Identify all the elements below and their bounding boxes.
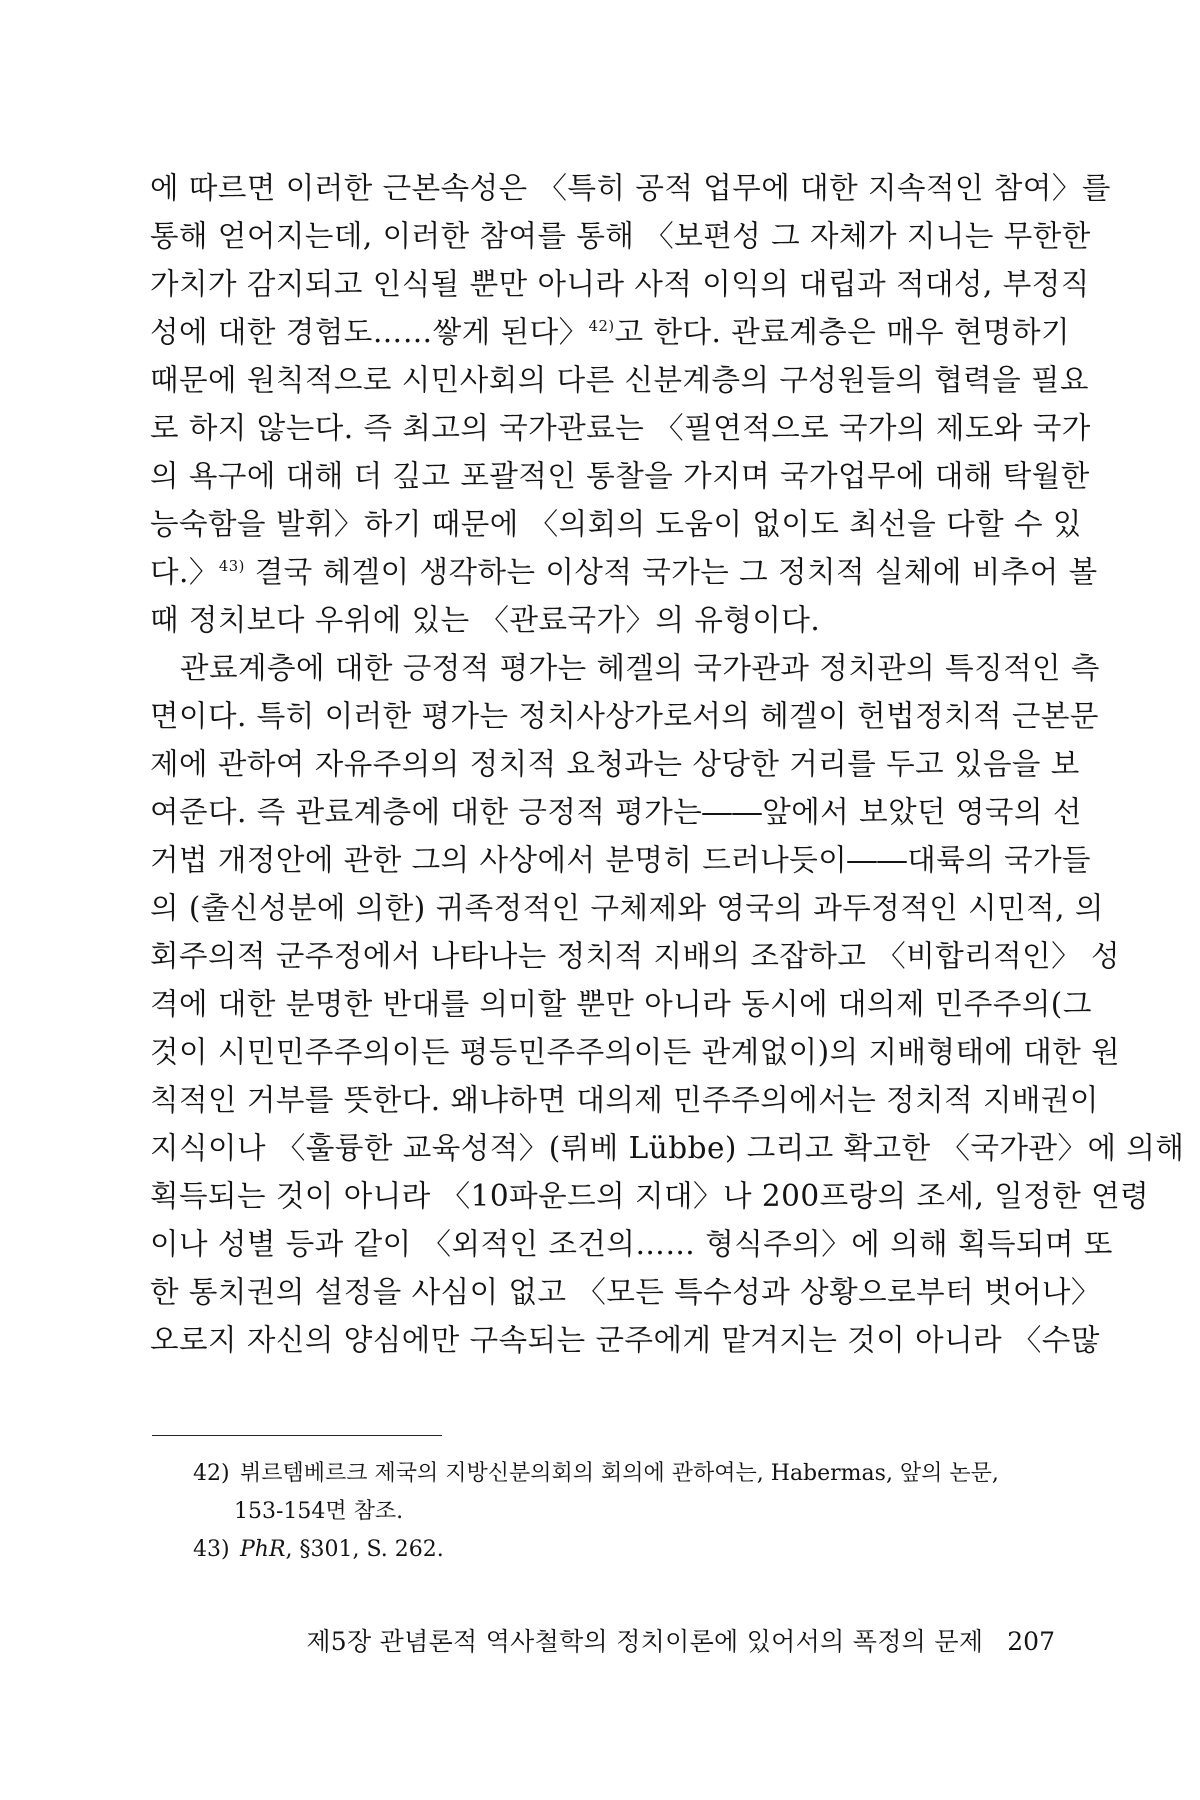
body-line: 통해 얻어지는데, 이러한 참여를 통해 〈보편성 그 자체가 지니는 무한한 — [150, 219, 1091, 253]
footnote-number: 42) — [193, 1461, 230, 1486]
body-line: 의 (출신성분에 의한) 귀족정적인 구체제와 영국의 과두정적인 시민적, 의 — [150, 891, 1104, 925]
footnote-42-continuation — [193, 1494, 403, 1530]
body-line-text: 다.〉 — [150, 555, 219, 589]
footnote-ref-43: 43) — [218, 558, 245, 576]
body-line: 거법 개정안에 관한 그의 사상에서 분명히 드러나듯이――대륙의 국가들 — [150, 843, 1092, 877]
footnote-ref-42: 42) — [588, 318, 615, 336]
body-line: 때 정치보다 우위에 있는 〈관료국가〉의 유형이다. — [150, 603, 821, 637]
page-number: 207 — [1007, 1627, 1055, 1656]
body-line: 격에 대한 분명한 반대를 의미할 뿐만 아니라 동시에 대의제 민주주의(그 — [150, 987, 1092, 1021]
body-line: 면이다. 특히 이러한 평가는 정치사상가로서의 헤겔이 헌법정치적 근본문 — [150, 699, 1099, 733]
body-line: 의 욕구에 대해 더 깊고 포괄적인 통찰을 가지며 국가업무에 대해 탁월한 — [150, 459, 1090, 493]
body-line: 칙적인 거부를 뜻한다. 왜냐하면 대의제 민주주의에서는 정치적 지배권이 — [150, 1083, 1099, 1117]
body-line-text: 결국 헤겔이 생각하는 이상적 국가는 그 정치적 실체에 비추어 볼 — [244, 555, 1098, 589]
footnote-43 — [193, 1532, 444, 1568]
body-line: 것이 시민민주주의이든 평등민주주의이든 관계없이)의 지배형태에 대한 원 — [150, 1035, 1121, 1069]
body-line: 로 하지 않는다. 즉 최고의 국가관료는 〈필연적으로 국가의 제도와 국가 — [150, 411, 1091, 445]
body-line: 한 통치권의 설정을 사심이 없고 〈모든 특수성과 상황으로부터 벗어나〉 — [150, 1275, 1101, 1309]
body-line: 능숙함을 발휘〉하기 때문에 〈의회의 도움이 없이도 최선을 다할 수 있 — [150, 507, 1082, 541]
body-line: 에 따르면 이러한 근본속성은 〈특히 공적 업무에 대한 지속적인 참여〉를 — [150, 171, 1111, 205]
footnote-text: 뷔르템베르크 제국의 지방신분의회의 회의에 관하여는, Habermas, 앞의 논문, — [240, 1461, 999, 1486]
footnote-number: 43) — [193, 1537, 230, 1562]
body-line: 획득되는 것이 아니라 〈10파운드의 지대〉나 200프랑의 조세, 일정한 연령 — [150, 1179, 1150, 1213]
footnote-divider — [152, 1435, 442, 1436]
footnote-work-title: PhR — [240, 1537, 286, 1562]
chapter-title: 제5장 관념론적 역사철학의 정치이론에 있어서의 폭정의 문제 — [306, 1627, 984, 1656]
body-line: 이나 성별 등과 같이 〈외적인 조건의…… 형식주의〉에 의해 획득되며 또 — [150, 1227, 1113, 1261]
body-line — [150, 552, 1098, 592]
running-footer — [280, 1620, 1055, 1664]
body-line: 가치가 감지되고 인식될 뿐만 아니라 사적 이익의 대립과 적대성, 부정직 — [150, 267, 1090, 301]
body-line: 때문에 원칙적으로 시민사회의 다른 신분계층의 구성원들의 협력을 필요 — [150, 363, 1090, 397]
body-line: 지식이나 〈훌륭한 교육성적〉(뤼베 Lübbe) 그리고 확고한 〈국가관〉에 의해 — [150, 1131, 1185, 1165]
body-line-text: 고 한다. 관료계층은 매우 현명하기 — [614, 315, 1070, 349]
paragraph-start-line: 관료계층에 대한 긍정적 평가는 헤겔의 국가관과 정치관의 특징적인 측 — [180, 651, 1100, 685]
body-line — [150, 312, 1070, 352]
body-line: 제에 관하여 자유주의의 정치적 요청과는 상당한 거리를 두고 있음을 보 — [150, 747, 1080, 781]
footnote-42 — [193, 1456, 999, 1492]
body-line: 오로지 자신의 양심에만 구속되는 군주에게 맡겨지는 것이 아니라 〈수많 — [150, 1323, 1100, 1357]
footnote-text: 153-154면 참조. — [234, 1499, 404, 1524]
body-line: 회주의적 군주정에서 나타나는 정치적 지배의 조잡하고 〈비합리적인〉 성 — [150, 939, 1121, 973]
body-line-text: 성에 대한 경험도……쌓게 된다〉 — [150, 315, 589, 349]
footnote-text: , §301, S. 262. — [285, 1537, 444, 1562]
body-line: 여준다. 즉 관료계층에 대한 긍정적 평가는――앞에서 보았던 영국의 선 — [150, 795, 1082, 829]
